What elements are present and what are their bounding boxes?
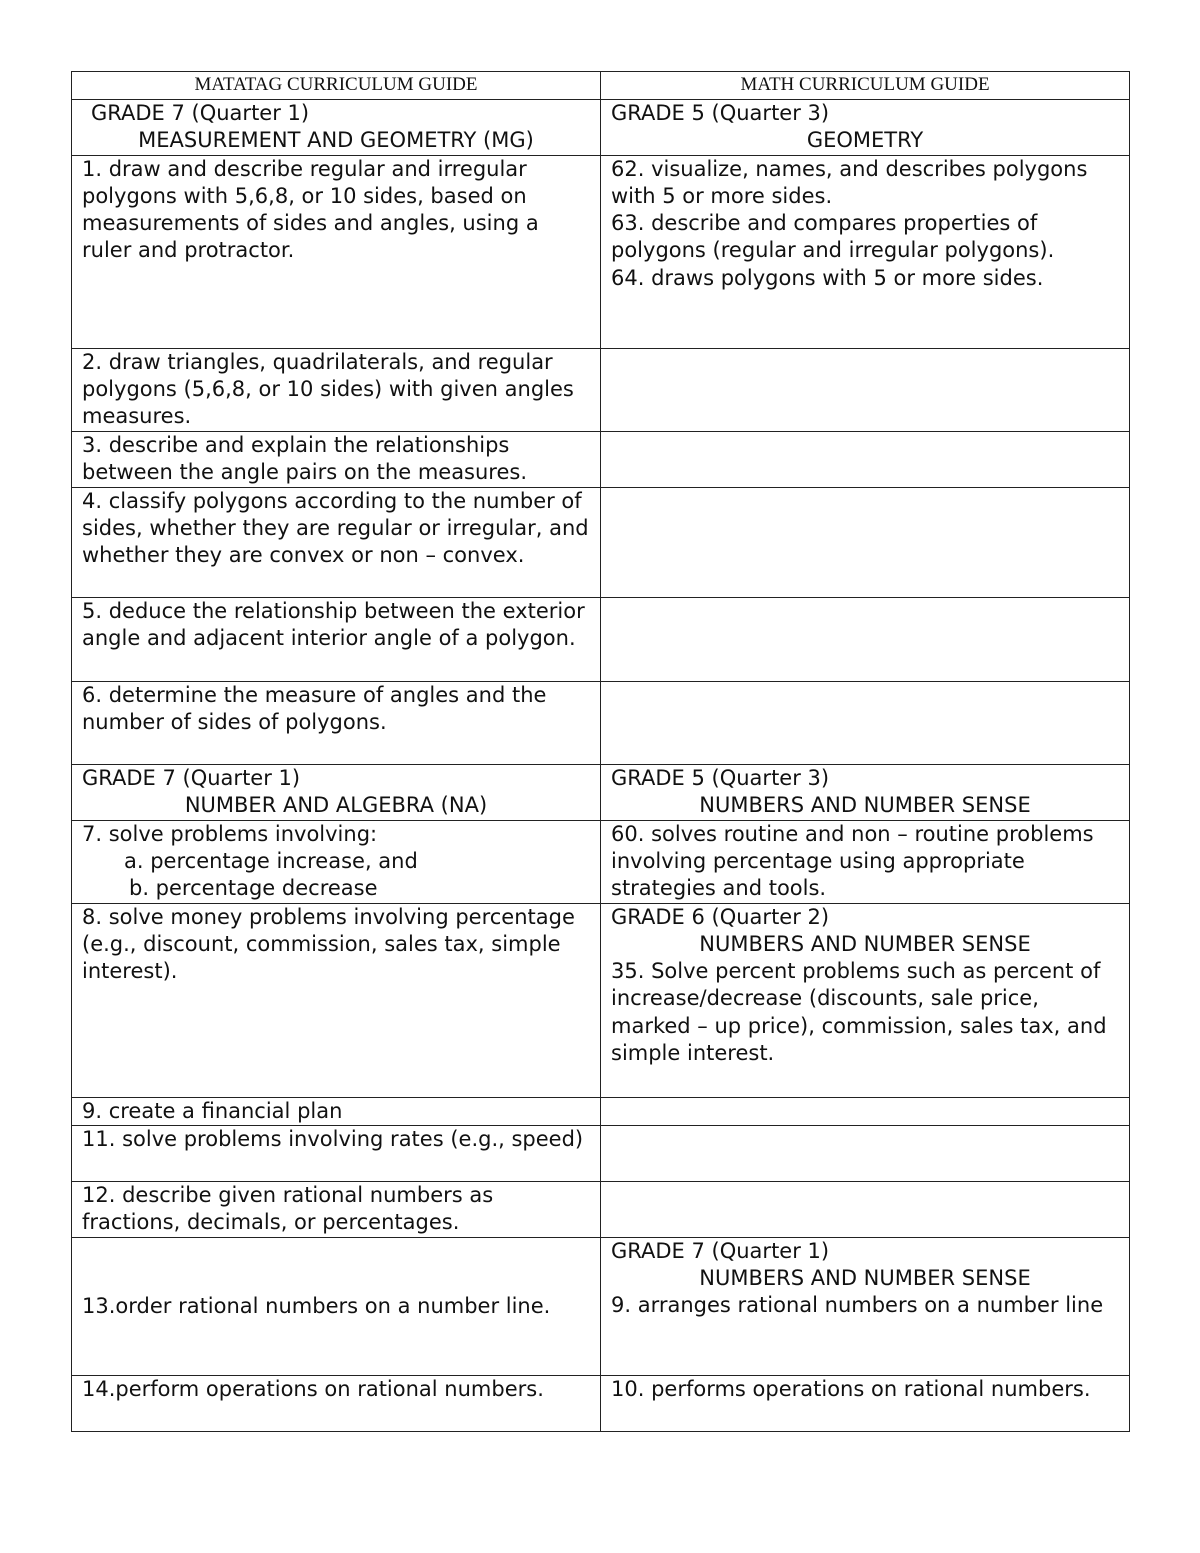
table-row <box>72 681 1130 764</box>
competency-11: 11. solve problems involving rates (e.g., speed) <box>72 1125 601 1181</box>
section-na-row <box>72 764 1130 820</box>
row8-right-grade: GRADE 6 (Quarter 2) <box>611 904 830 929</box>
competency-7a: a. percentage increase, and <box>124 848 418 873</box>
competency-35: 35. Solve percent problems such as percent of increase/decrease (discounts, sale price, marked – up price), commission, sales tax, and simple interest. <box>611 959 1107 1066</box>
na-left-domain: NUMBER AND ALGEBRA (NA) <box>184 792 488 817</box>
table-row <box>72 1125 1130 1181</box>
competency-63: 63. describe and compares properties of polygons (regular and irregular polygons). <box>611 211 1055 263</box>
competency-7b: b. percentage decrease <box>129 876 378 901</box>
section-mg-row <box>72 100 1130 156</box>
competency-2: 2. draw triangles, quadrilaterals, and regular polygons (5,6,8, or 10 sides) with given angles measures. <box>72 348 601 431</box>
table-row <box>72 820 1130 903</box>
na-right-domain: NUMBERS AND NUMBER SENSE <box>699 792 1031 817</box>
table-row <box>72 155 1130 348</box>
section-mg-left <box>72 100 601 156</box>
competency-13-text: 13.order rational numbers on a number line. <box>82 1293 551 1318</box>
competency-60: 60. solves routine and non – routine problems involving percentage using appropriate strategies and tools. <box>601 820 1130 903</box>
table-row <box>72 487 1130 597</box>
competency-62-64 <box>601 155 1130 348</box>
empty-cell <box>601 1181 1130 1237</box>
competency-9: 9. create a financial plan <box>72 1097 601 1125</box>
table-row <box>72 431 1130 487</box>
mg-left-grade: GRADE 7 (Quarter 1) <box>91 101 310 125</box>
table-row <box>72 348 1130 431</box>
mg-right-domain: GEOMETRY <box>806 128 924 153</box>
table-row <box>72 1181 1130 1237</box>
competency-64: 64. draws polygons with 5 or more sides. <box>611 265 1044 290</box>
row13-right-grade: GRADE 7 (Quarter 1) <box>611 1238 830 1263</box>
curriculum-comparison-table <box>71 71 1130 1432</box>
section-mg-right <box>601 100 1130 156</box>
competency-12: 12. describe given rational numbers as fractions, decimals, or percentages. <box>72 1181 601 1237</box>
competency-8: 8. solve money problems involving percentage (e.g., discount, commission, sales tax, simple interest). <box>72 903 601 1097</box>
competency-9-right: 9. arranges rational numbers on a number line <box>611 1293 1104 1318</box>
competency-13 <box>72 1237 601 1375</box>
empty-cell <box>601 348 1130 431</box>
table-row <box>72 597 1130 681</box>
na-right-grade: GRADE 5 (Quarter 3) <box>611 765 830 790</box>
empty-cell <box>601 431 1130 487</box>
table-row <box>72 1237 1130 1375</box>
section-na-right <box>601 764 1130 820</box>
mg-right-grade: GRADE 5 (Quarter 3) <box>611 101 830 125</box>
header-matatag: MATATAG CURRICULUM GUIDE <box>72 72 601 100</box>
competency-62: 62. visualize, names, and describes polygons with 5 or more sides. <box>611 156 1088 208</box>
table-row <box>72 903 1130 1097</box>
competency-35-cell <box>601 903 1130 1097</box>
empty-cell <box>601 1097 1130 1125</box>
competency-3: 3. describe and explain the relationships between the angle pairs on the measures. <box>72 431 601 487</box>
empty-cell <box>601 681 1130 764</box>
competency-4: 4. classify polygons according to the number of sides, whether they are regular or irregular, and whether they are convex or non – convex. <box>72 487 601 597</box>
section-na-left <box>72 764 601 820</box>
table-row <box>72 1375 1130 1431</box>
competency-7 <box>72 820 601 903</box>
table-header-row <box>72 72 1130 100</box>
table-row <box>72 1097 1130 1125</box>
na-left-grade: GRADE 7 (Quarter 1) <box>82 765 301 790</box>
empty-cell <box>601 487 1130 597</box>
competency-10: 10. performs operations on rational numbers. <box>601 1375 1130 1431</box>
mg-left-domain: MEASUREMENT AND GEOMETRY (MG) <box>138 128 534 153</box>
empty-cell <box>601 597 1130 681</box>
row8-right-domain: NUMBERS AND NUMBER SENSE <box>699 931 1031 956</box>
competency-9-cell <box>601 1237 1130 1375</box>
competency-5: 5. deduce the relationship between the exterior angle and adjacent interior angle of a polygon. <box>72 597 601 681</box>
competency-14: 14.perform operations on rational numbers. <box>72 1375 601 1431</box>
empty-cell <box>601 1125 1130 1181</box>
row13-right-domain: NUMBERS AND NUMBER SENSE <box>699 1266 1031 1291</box>
competency-6: 6. determine the measure of angles and the number of sides of polygons. <box>72 681 601 764</box>
header-math: MATH CURRICULUM GUIDE <box>601 72 1130 100</box>
competency-7-intro: 7. solve problems involving: <box>82 821 378 846</box>
competency-1: 1. draw and describe regular and irregular polygons with 5,6,8, or 10 sides, based on measurements of sides and angles, using a ruler and protractor. <box>72 155 601 348</box>
